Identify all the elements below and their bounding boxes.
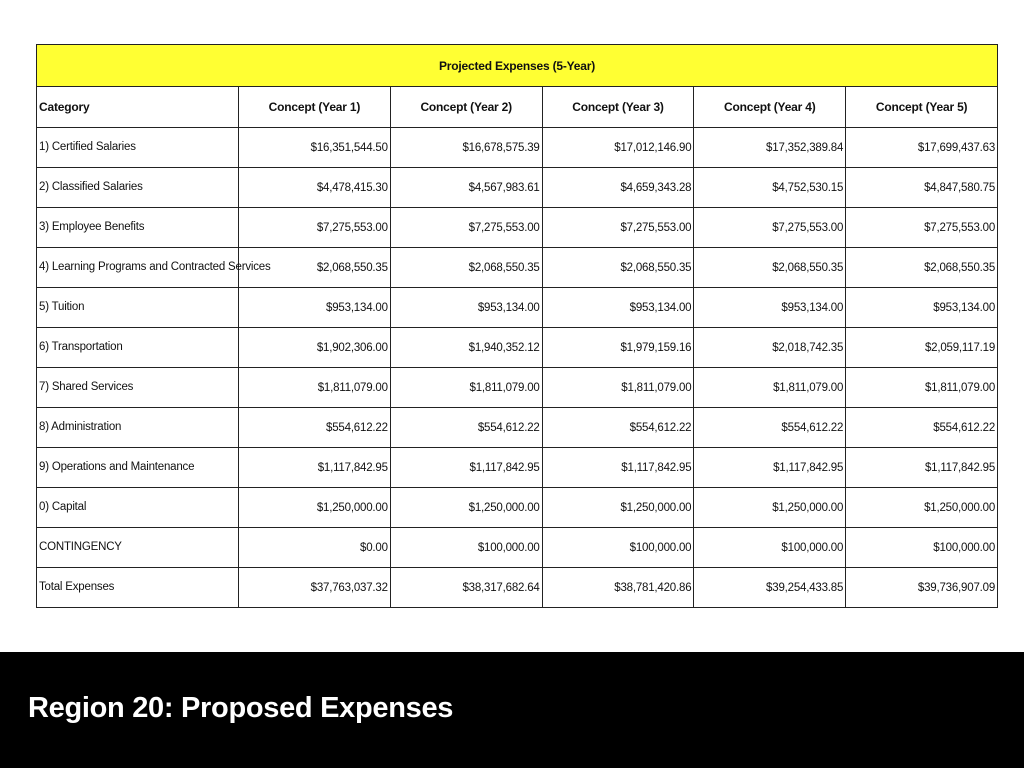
row-category: 1) Certified Salaries	[37, 128, 239, 168]
cell-year-5: $1,117,842.95	[846, 448, 998, 488]
cell-year-5: $2,068,550.35	[846, 248, 998, 288]
table-row	[37, 248, 998, 288]
column-header-year-5: Concept (Year 5)	[846, 87, 998, 128]
table-row	[37, 568, 998, 608]
slide-caption: Region 20: Proposed Expenses	[28, 692, 454, 724]
cell-year-5: $4,847,580.75	[846, 168, 998, 208]
table-title: Projected Expenses (5-Year)	[37, 45, 998, 87]
column-header-category: Category	[37, 87, 239, 128]
table-header-row	[37, 87, 998, 128]
cell-year-4: $4,752,530.15	[694, 168, 846, 208]
row-category: 7) Shared Services	[37, 368, 239, 408]
cell-year-4: $1,117,842.95	[694, 448, 846, 488]
cell-year-1: $554,612.22	[239, 408, 391, 448]
cell-year-3: $100,000.00	[542, 528, 694, 568]
cell-year-5: $554,612.22	[846, 408, 998, 448]
cell-year-3: $7,275,553.00	[542, 208, 694, 248]
table-row	[37, 288, 998, 328]
row-category: 2) Classified Salaries	[37, 168, 239, 208]
cell-year-4: $1,250,000.00	[694, 488, 846, 528]
cell-year-4: $39,254,433.85	[694, 568, 846, 608]
column-header-year-1: Concept (Year 1)	[239, 87, 391, 128]
cell-year-2: $1,940,352.12	[390, 328, 542, 368]
cell-year-1: $1,902,306.00	[239, 328, 391, 368]
cell-year-3: $2,068,550.35	[542, 248, 694, 288]
cell-year-3: $1,117,842.95	[542, 448, 694, 488]
cell-year-3: $1,979,159.16	[542, 328, 694, 368]
cell-year-4: $1,811,079.00	[694, 368, 846, 408]
row-category: CONTINGENCY	[37, 528, 239, 568]
column-header-year-3: Concept (Year 3)	[542, 87, 694, 128]
cell-year-3: $1,250,000.00	[542, 488, 694, 528]
cell-year-5: $1,811,079.00	[846, 368, 998, 408]
table-row	[37, 448, 998, 488]
cell-year-2: $1,250,000.00	[390, 488, 542, 528]
table-row	[37, 368, 998, 408]
cell-year-5: $1,250,000.00	[846, 488, 998, 528]
cell-year-1: $2,068,550.35	[239, 248, 391, 288]
cell-year-4: $2,068,550.35	[694, 248, 846, 288]
cell-year-1: $7,275,553.00	[239, 208, 391, 248]
cell-year-3: $38,781,420.86	[542, 568, 694, 608]
column-header-year-2: Concept (Year 2)	[390, 87, 542, 128]
cell-year-3: $4,659,343.28	[542, 168, 694, 208]
cell-year-1: $16,351,544.50	[239, 128, 391, 168]
cell-year-2: $100,000.00	[390, 528, 542, 568]
cell-year-5: $100,000.00	[846, 528, 998, 568]
table-row	[37, 208, 998, 248]
row-category: 0) Capital	[37, 488, 239, 528]
cell-year-1: $953,134.00	[239, 288, 391, 328]
cell-year-2: $1,117,842.95	[390, 448, 542, 488]
cell-year-2: $7,275,553.00	[390, 208, 542, 248]
cell-year-2: $554,612.22	[390, 408, 542, 448]
cell-year-1: $37,763,037.32	[239, 568, 391, 608]
table-row	[37, 528, 998, 568]
row-category: 6) Transportation	[37, 328, 239, 368]
cell-year-1: $1,250,000.00	[239, 488, 391, 528]
table-row	[37, 328, 998, 368]
cell-year-2: $4,567,983.61	[390, 168, 542, 208]
cell-year-2: $953,134.00	[390, 288, 542, 328]
cell-year-3: $17,012,146.90	[542, 128, 694, 168]
cell-year-4: $100,000.00	[694, 528, 846, 568]
cell-year-1: $0.00	[239, 528, 391, 568]
cell-year-4: $7,275,553.00	[694, 208, 846, 248]
table-row	[37, 408, 998, 448]
cell-year-5: $17,699,437.63	[846, 128, 998, 168]
footer-band	[0, 652, 1024, 768]
cell-year-3: $953,134.00	[542, 288, 694, 328]
cell-year-2: $16,678,575.39	[390, 128, 542, 168]
row-category: Total Expenses	[37, 568, 239, 608]
cell-year-4: $2,018,742.35	[694, 328, 846, 368]
expenses-sheet	[36, 44, 997, 608]
cell-year-5: $39,736,907.09	[846, 568, 998, 608]
table-body	[37, 128, 998, 608]
row-category: 4) Learning Programs and Contracted Services	[37, 248, 239, 288]
cell-year-4: $554,612.22	[694, 408, 846, 448]
cell-year-5: $7,275,553.00	[846, 208, 998, 248]
table-row	[37, 488, 998, 528]
cell-year-5: $953,134.00	[846, 288, 998, 328]
cell-year-5: $2,059,117.19	[846, 328, 998, 368]
cell-year-1: $4,478,415.30	[239, 168, 391, 208]
cell-year-4: $953,134.00	[694, 288, 846, 328]
column-header-year-4: Concept (Year 4)	[694, 87, 846, 128]
cell-year-4: $17,352,389.84	[694, 128, 846, 168]
cell-year-1: $1,811,079.00	[239, 368, 391, 408]
table-row	[37, 128, 998, 168]
row-category: 3) Employee Benefits	[37, 208, 239, 248]
cell-year-2: $2,068,550.35	[390, 248, 542, 288]
cell-year-1: $1,117,842.95	[239, 448, 391, 488]
cell-year-3: $554,612.22	[542, 408, 694, 448]
table-row	[37, 168, 998, 208]
cell-year-2: $1,811,079.00	[390, 368, 542, 408]
cell-year-2: $38,317,682.64	[390, 568, 542, 608]
row-category: 9) Operations and Maintenance	[37, 448, 239, 488]
row-category: 8) Administration	[37, 408, 239, 448]
table-title-row	[37, 45, 998, 87]
projected-expenses-table	[36, 44, 998, 608]
cell-year-3: $1,811,079.00	[542, 368, 694, 408]
row-category: 5) Tuition	[37, 288, 239, 328]
